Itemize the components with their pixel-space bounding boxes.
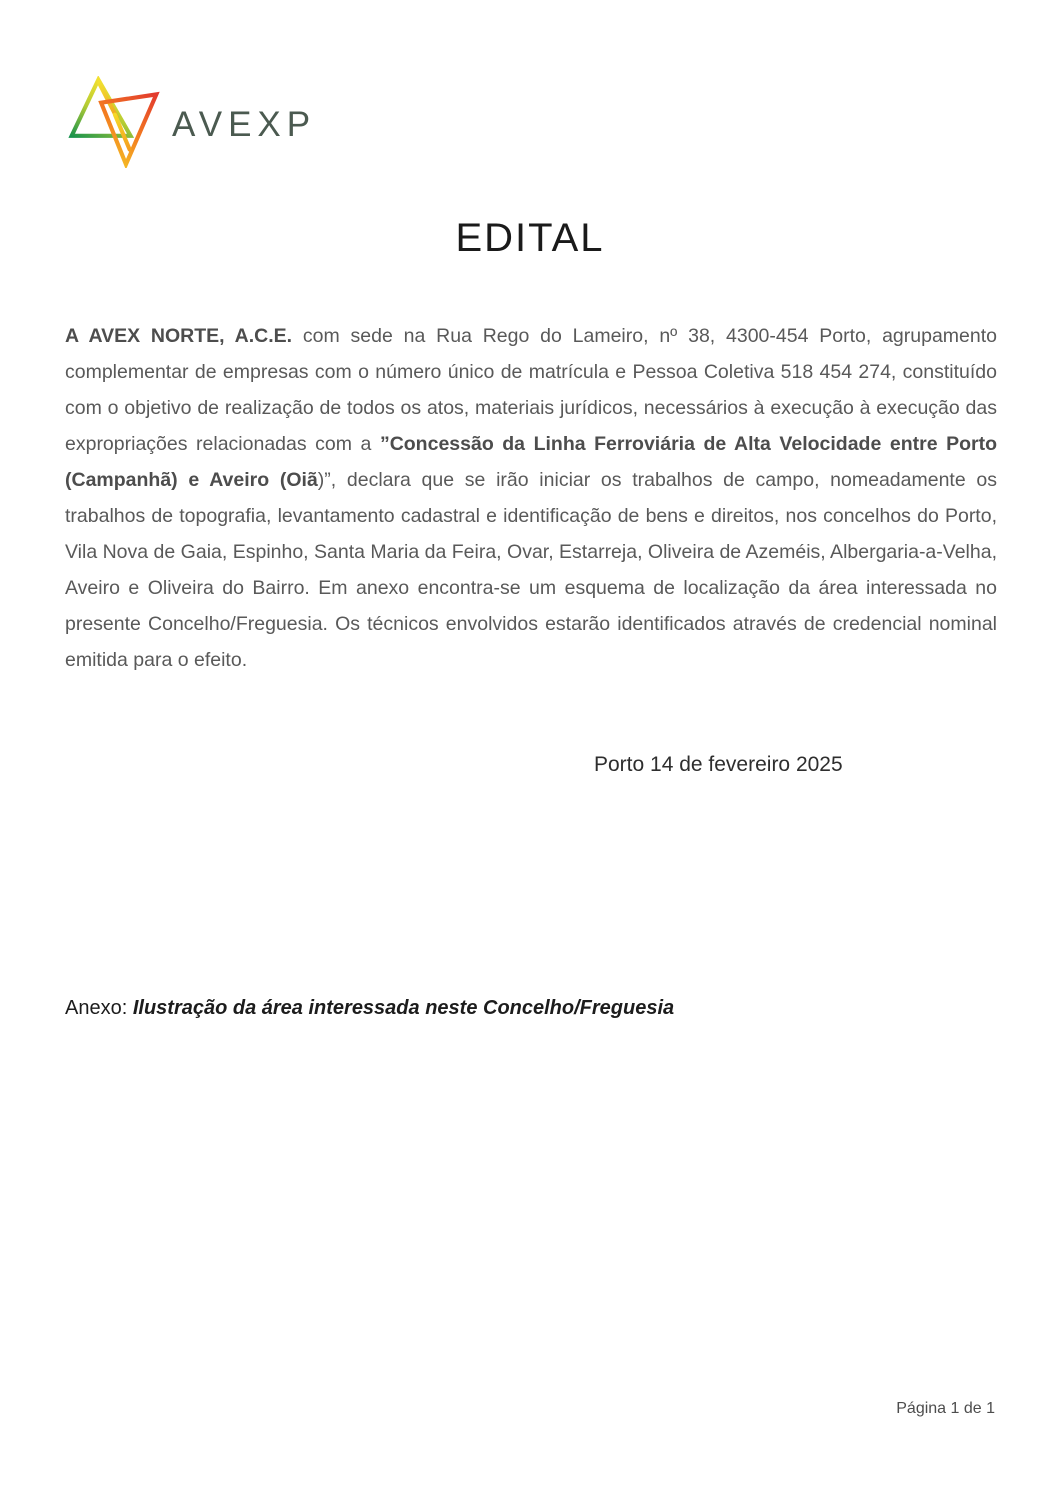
text-run: )”, declara que se irão iniciar os trabalhos de campo, nomeadamente os trabalhos de topografia, levantamento cadastral e identificação de bens e direitos, nos concelhos do Porto, Vila Nova de Gaia, Espinho, Santa Maria da Feira, Ovar, Estarreja, Oliveira de Azeméis, Albergaria-a-Velha, Aveiro e Oliveira do Bairro. Em anexo encontra-se um esquema de localização da área interessada no presente Concelho/Freguesia. Os técnicos envolvidos estarão identificados através de credencial nominal emitida para o efeito. <box>65 469 997 671</box>
annex-line <box>65 997 674 1020</box>
annex-label: Anexo: <box>65 997 133 1019</box>
text-run: ”Concessão da Linha Ferroviária de Alta Velocidade entre Porto (Campanhã) e Aveiro (Oiã <box>65 433 997 491</box>
logo-wordmark: AVEXP <box>172 104 317 144</box>
page-title: EDITAL <box>455 216 605 260</box>
date-line: Porto 14 de fevereiro 2025 <box>594 753 843 776</box>
avexp-logo-icon <box>68 76 160 168</box>
body-paragraph <box>65 318 997 678</box>
text-run: com sede na Rua Rego do Lameiro, nº 38, 4300-454 Porto, agrupamento complementar de empresas com o número único de matrícula e Pessoa Coletiva 518 454 274, constituído com o objetivo de realização de todos os atos, materiais jurídicos, necessários à execução à execução das expropriações relacionadas com a <box>65 325 997 455</box>
text-run: A AVEX NORTE, A.C.E. <box>65 325 293 347</box>
footer-page-number: Página 1 de 1 <box>896 1400 995 1417</box>
annex-description: Ilustração da área interessada neste Concelho/Freguesia <box>132 997 675 1019</box>
logo <box>68 76 316 168</box>
